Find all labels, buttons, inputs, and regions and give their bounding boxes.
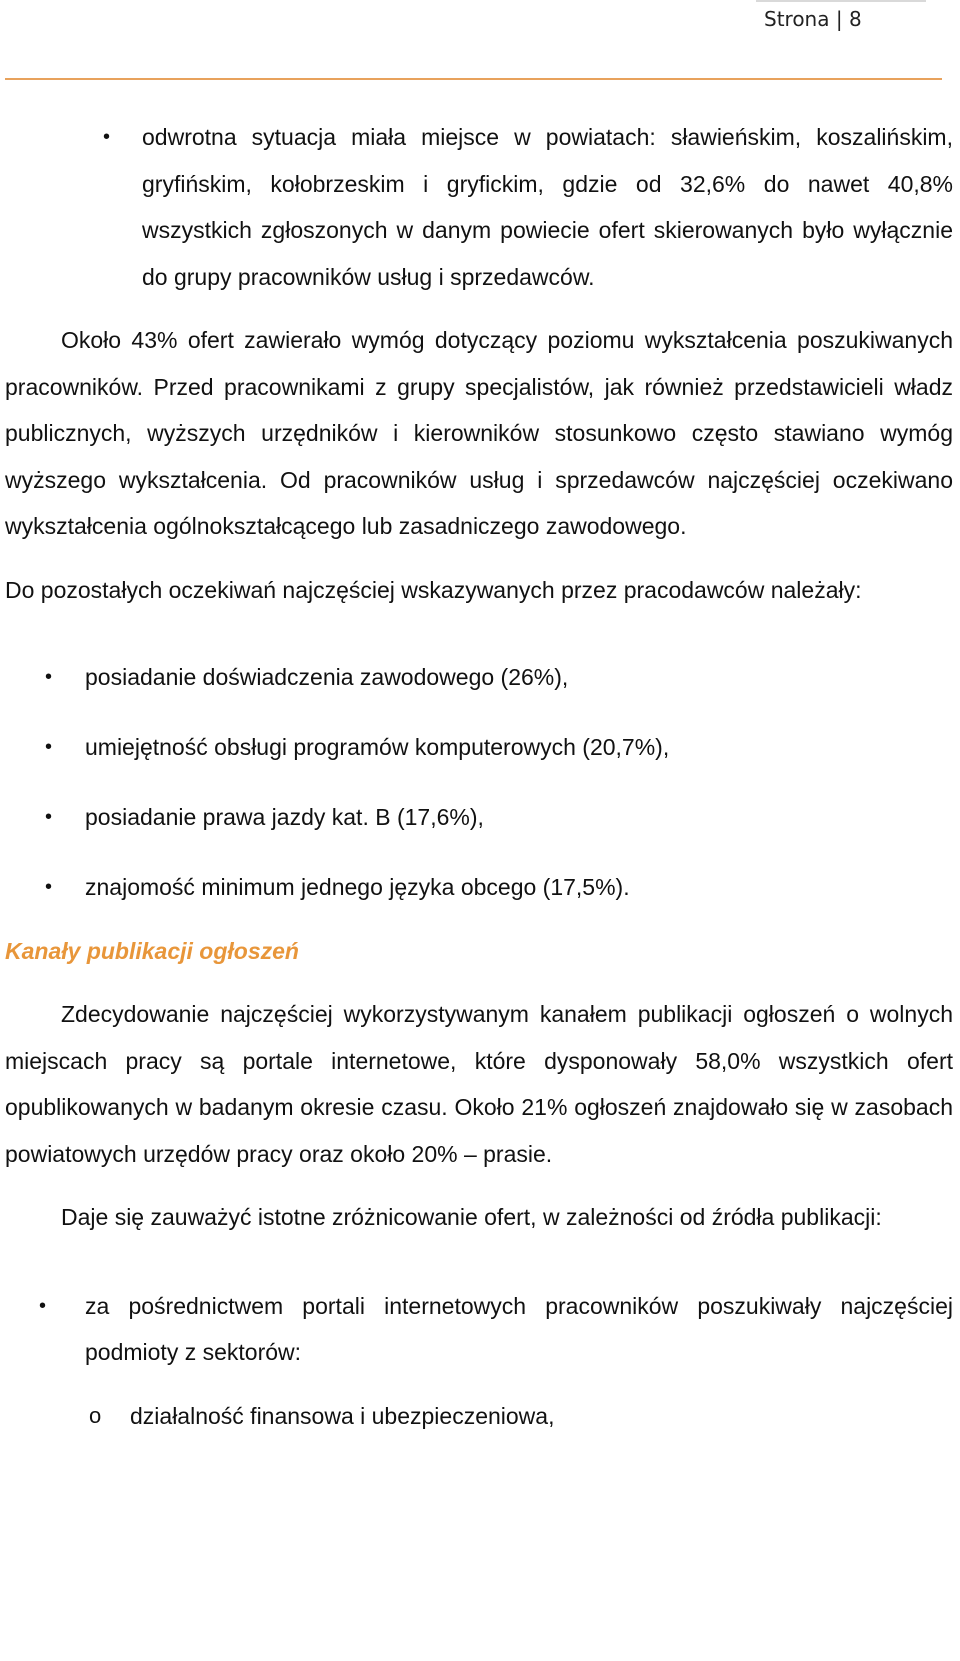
list-item — [5, 1393, 953, 1440]
list-item — [5, 724, 953, 771]
list-item-text: działalność finansowa i ubezpieczeniowa, — [130, 1402, 555, 1429]
section-heading: Kanały publikacji ogłoszeń — [5, 937, 299, 964]
sector-sublist — [5, 1393, 953, 1440]
paragraph-other-expectations: Do pozostałych oczekiwań najczęściej wskazywanych przez pracodawców należały: — [5, 576, 862, 603]
list-item-text: posiadanie prawa jazdy kat. B (17,6%), — [85, 804, 484, 830]
bullet-icon: • — [103, 126, 111, 148]
expectations-list — [5, 654, 953, 911]
list-item-text: umiejętność obsługi programów komputerowych (20,7%), — [85, 734, 670, 760]
bullet-icon: • — [45, 736, 53, 758]
paragraph-channels: Zdecydowanie najczęściej wykorzystywanym kanałem publikacji ogłoszeń o wolnych miejscach pracy są portale internetowe, które dysponowały 58,0% wszystkich ofert opublikowanych w badanym okresie czasu. Około 21% ogłoszeń znajdowało się w zasobach powiatowych urzędów pracy oraz około 20% – prasie. — [5, 1001, 953, 1167]
paragraph-education: Około 43% ofert zawierało wymóg dotyczący poziomu wykształcenia poszukiwanych pracowników. Przed pracownikami z grupy specjalistów, jak również przedstawicieli władz publicznych, wyższych urzędników i kierowników stosunkowo często stawiano wymóg wyższego wykształcenia. Od pracowników usług i sprzedawców najczęściej oczekiwano wykształcenia ogólnokształcącego lub zasadniczego zawodowego. — [5, 327, 953, 539]
bullet-icon: • — [45, 806, 53, 828]
list-item — [5, 114, 953, 300]
list-item — [5, 654, 953, 701]
document-body — [5, 114, 953, 1439]
intro-bullet-list — [5, 114, 953, 300]
bullet-icon: • — [39, 1294, 47, 1317]
channel-bullet-list — [5, 1283, 953, 1376]
bullet-icon: • — [45, 666, 53, 688]
list-item-text: posiadanie doświadczenia zawodowego (26%), — [85, 664, 569, 690]
paragraph-differentiation: Daje się zauważyć istotne zróżnicowanie ofert, w zależności od źródła publikacji: — [61, 1204, 882, 1230]
list-item-text: za pośrednictwem portali internetowych pracowników poszukiwały najczęściej podmioty z sektorów: — [85, 1292, 953, 1365]
bullet-icon: • — [45, 876, 53, 898]
page-number-header: Strona | 8 — [756, 0, 926, 36]
sub-bullet-icon: o — [89, 1402, 102, 1428]
list-item-text: odwrotna sytuacja miała miejsce w powiatach: sławieńskim, koszalińskim, gryfińskim, kołobrzeskim i gryfickim, gdzie od 32,6% do nawet 40,8% wszystkich zgłoszonych w danym powiecie ofert skierowanych było wyłącznie do grupy pracowników usług i sprzedawców. — [142, 124, 953, 290]
list-item — [5, 1283, 953, 1376]
header-divider — [5, 78, 942, 80]
list-item — [5, 794, 953, 841]
list-item — [5, 864, 953, 911]
list-item-text: znajomość minimum jednego języka obcego (17,5%). — [85, 874, 630, 900]
